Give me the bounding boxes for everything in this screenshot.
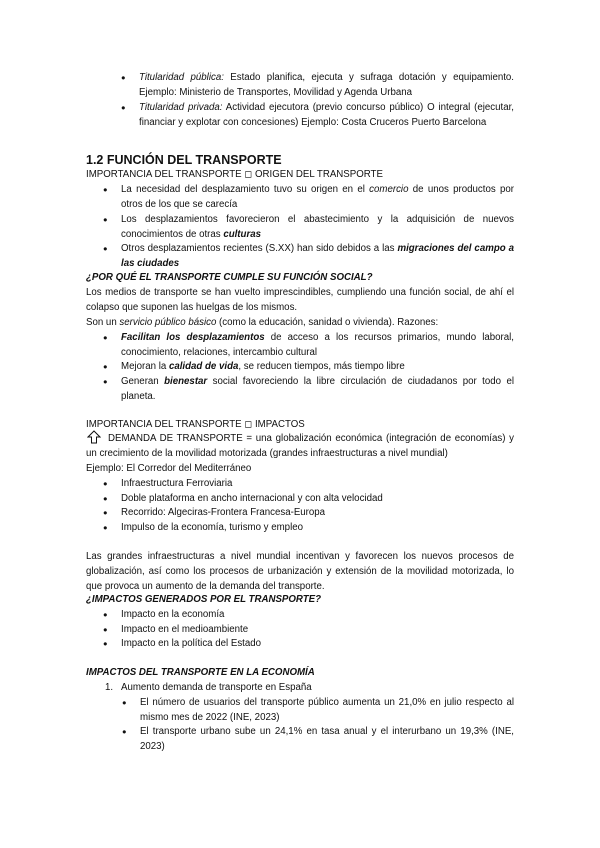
question-heading: ¿POR QUÉ EL TRANSPORTE CUMPLE SU FUNCIÓN SOCIAL? bbox=[86, 272, 373, 283]
list-item: ● Recorrido: Algeciras-Frontera Francesa-Europa bbox=[121, 505, 325, 520]
body-text: , se reducen tiempos, más tiempo libre bbox=[238, 361, 405, 372]
item-number: 1. bbox=[105, 682, 114, 693]
list-item: ● Infraestructura Ferroviaria bbox=[121, 476, 232, 491]
body-text: Actividad ejecutora (previo concurso público) O integral (ejecutar, financiar y explotar con concesiones) Ejemplo: Costa Cruceros Puerto Barcelona bbox=[139, 102, 514, 128]
list-item bbox=[121, 212, 514, 242]
body-text: Mejoran la bbox=[121, 361, 169, 372]
list-item bbox=[121, 182, 514, 212]
paragraph: Las grandes infraestructuras a nivel mundial incentivan y favorecen los nuevos procesos de globalización, así como los procesos de urbanización y extensión de la movilidad motorizada, lo que provoca un aumento de la demanda del transporte. bbox=[86, 551, 514, 592]
body-text: Los desplazamientos favorecieron el abastecimiento y la adquisición de nuevos conocimientos de otras bbox=[121, 214, 514, 240]
body-text: Generan bbox=[121, 376, 165, 387]
emphasis-text: bienestar bbox=[164, 376, 208, 387]
body-text: (como la educación, sanidad o vivienda). Razones: bbox=[216, 317, 439, 328]
body-text: La necesidad del desplazamiento tuvo su origen en el bbox=[121, 184, 370, 195]
body-text: Aumento demanda de transporte en España bbox=[121, 682, 312, 693]
paragraph bbox=[86, 315, 514, 330]
emphasis-text: Titularidad pública: bbox=[139, 72, 224, 83]
emphasis-text: culturas bbox=[223, 229, 261, 240]
body-text: de acceso a los recursos primarios, mundo laboral, conocimiento, relaciones, intercambio cultural bbox=[121, 332, 514, 358]
emphasis-text: Titularidad privada: bbox=[139, 102, 223, 113]
demand-paragraph: DEMANDA DE TRANSPORTE = una globalización económica (integración de economías) y un crecimiento de la movilidad motorizada (grandes infraestructuras a nivel mundial) bbox=[86, 433, 514, 459]
list-item: ● Impacto en la economía bbox=[121, 607, 224, 622]
emphasis-text: servicio público básico bbox=[119, 317, 217, 328]
body-text: de unos productos por otros de los que se carecía bbox=[121, 184, 514, 210]
list-item: ● Doble plataforma en ancho internacional y con alta velocidad bbox=[121, 491, 383, 506]
list-item bbox=[121, 241, 514, 271]
body-text: Estado planifica, ejecuta y sufraga dotación y equipamiento. Ejemplo: Ministerio de Transportes, Movilidad y Agenda Urbana bbox=[139, 72, 514, 98]
paragraph: Los medios de transporte se han vuelto imprescindibles, cumpliendo una función social, de ahí el colapso que suponen las huelgas de los mismos. bbox=[86, 287, 514, 313]
body-text: Son un bbox=[86, 317, 120, 328]
numbered-item bbox=[105, 680, 312, 695]
section-title: 1.2 FUNCIÓN DEL TRANSPORTE bbox=[86, 153, 282, 167]
emphasis-text: calidad de vida bbox=[168, 361, 239, 372]
body-text: social favoreciendo la libre circulación de ciudadanos por todo el planeta. bbox=[121, 376, 514, 402]
list-item: ● Impulso de la economía, turismo y empleo bbox=[121, 520, 303, 535]
emphasis-text: Facilitan los desplazamientos bbox=[121, 332, 265, 343]
question-heading: ¿IMPACTOS GENERADOS POR EL TRANSPORTE? bbox=[86, 594, 322, 605]
list-item bbox=[139, 100, 514, 130]
emphasis-text: comercio bbox=[369, 184, 409, 195]
list-item bbox=[121, 330, 514, 360]
subheading-origin: IMPORTANCIA DEL TRANSPORTE ◻ ORIGEN DEL TRANSPORTE bbox=[86, 169, 383, 180]
emphasis-text: migraciones del campo a las ciudades bbox=[121, 243, 514, 269]
body-text: Otros desplazamientos recientes (S.XX) han sido debidos a las bbox=[121, 243, 398, 254]
subheading-impacts: IMPORTANCIA DEL TRANSPORTE ◻ IMPACTOS bbox=[86, 419, 305, 430]
list-item bbox=[121, 359, 514, 374]
list-item: ● Impacto en la política del Estado bbox=[121, 636, 261, 651]
economy-heading: IMPACTOS DEL TRANSPORTE EN LA ECONOMÍA bbox=[86, 667, 315, 678]
list-item bbox=[139, 70, 514, 100]
example-line: Ejemplo: El Corredor del Mediterráneo bbox=[86, 463, 252, 474]
list-item: ● Impacto en el medioambiente bbox=[121, 622, 248, 637]
list-item bbox=[121, 374, 514, 404]
list-item: ● El transporte urbano sube un 24,1% en tasa anual y el interurbano un 19,3% (INE, 2023) bbox=[140, 724, 514, 754]
list-item: ● El número de usuarios del transporte público aumenta un 21,0% en julio respecto al mismo mes de 2022 (INE, 2023) bbox=[140, 695, 514, 725]
